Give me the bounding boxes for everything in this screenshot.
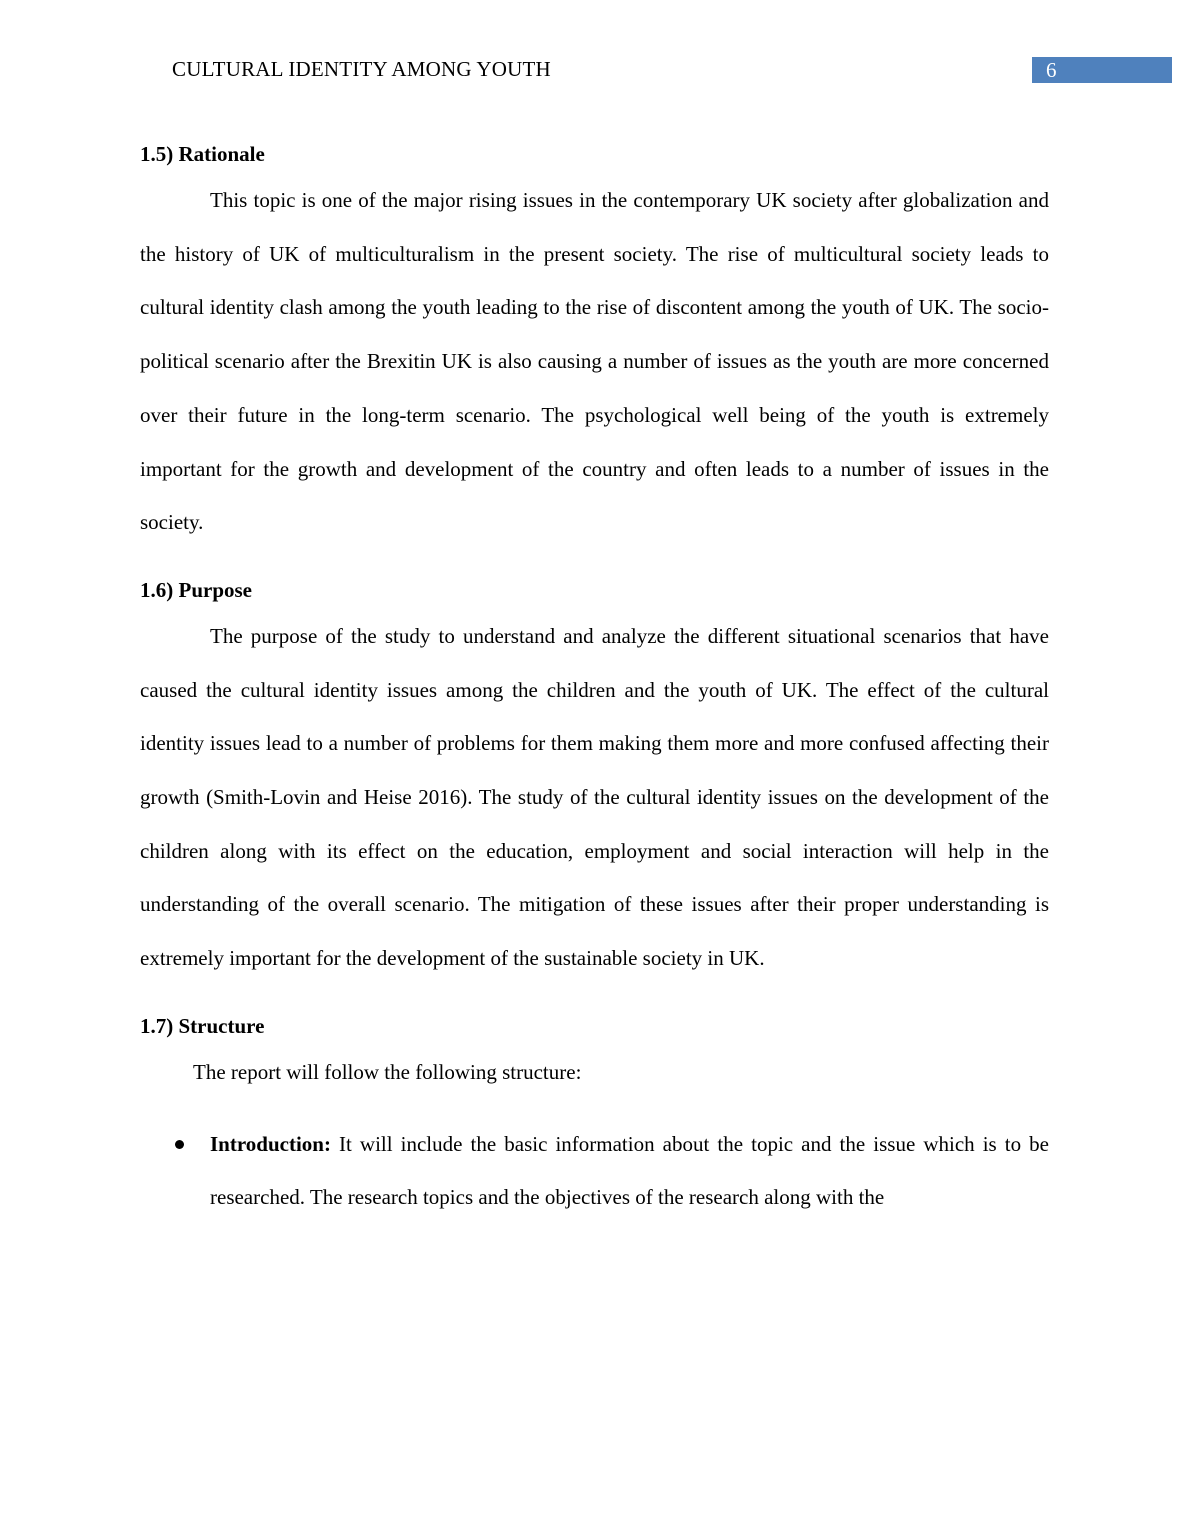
section-heading-structure: 1.7) Structure [140,1013,265,1038]
rationale-paragraph: This topic is one of the major rising issues in the contemporary UK society after globalization and the history of UK of multiculturalism in the present society. The rise of multicultural society leads to cultural identity clash among the youth leading to the rise of discontent among the youth of UK. The socio-political scenario after the Brexitin UK is also causing a number of issues as the youth are more concerned over their future in the long-term scenario. The psychological well being of the youth is extremely important for the growth and development of the country and often leads to a number of issues in the society. [140,188,1049,535]
section-heading-purpose: 1.6) Purpose [140,577,252,602]
bullet-icon [175,1140,184,1149]
structure-list [140,1118,1049,1225]
page-number: 6 [1046,58,1057,82]
list-item-label: Introduction: [210,1131,331,1156]
section-spacer [140,550,1049,570]
list-item [140,1118,1049,1225]
section-purpose [140,570,1049,986]
section-heading-rationale: 1.5) Rationale [140,142,265,166]
structure-intro: The report will follow the following structure: [193,1059,582,1084]
running-header-title: CULTURAL IDENTITY AMONG YOUTH [172,57,551,81]
document-body [140,134,1049,1225]
section-rationale [140,134,1049,550]
purpose-paragraph: The purpose of the study to understand and analyze the different situational scenarios that have caused the cultural identity issues among the children and the youth of UK. The effect of the cultural identity issues lead to a number of problems for them making them more and more confused affecting their growth (Smith-Lovin and Heise 2016). The study of the cultural identity issues on the development of the children along with its effect on the education, employment and social interaction will help in the understanding of the overall scenario. The mitigation of these issues after their proper understanding is extremely important for the development of the sustainable society in UK. [140,623,1049,971]
page-number-badge [1032,57,1172,83]
list-item-text: It will include the basic information about the topic and the issue which is to be researched. The research topics and the objectives of the research along with the [210,1131,1049,1210]
section-spacer [140,986,1049,1006]
section-structure [140,1006,1049,1225]
